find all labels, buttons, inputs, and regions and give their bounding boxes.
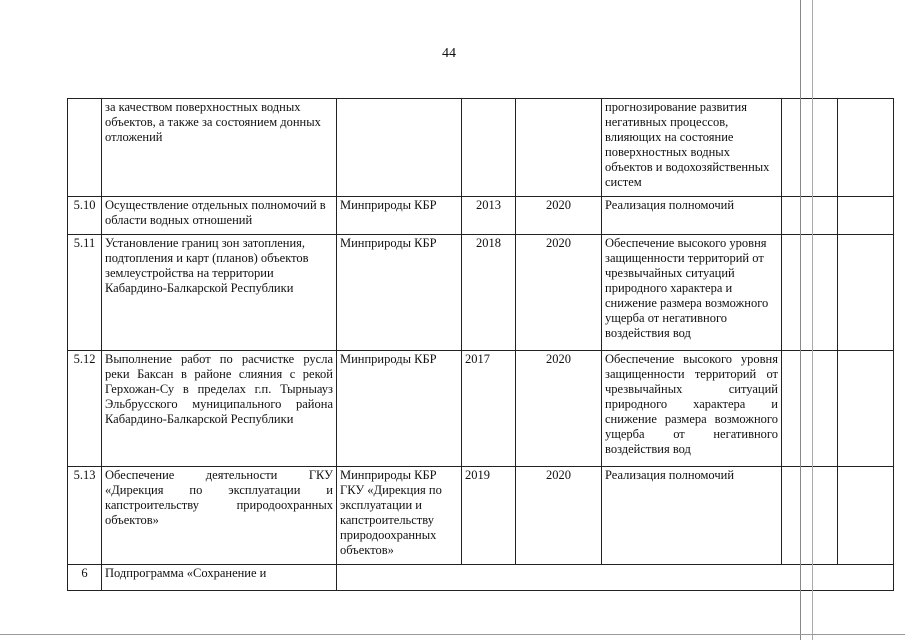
table-row bbox=[68, 351, 894, 467]
empty-cell bbox=[782, 99, 838, 197]
row-number: 5.13 bbox=[68, 467, 102, 565]
empty-cell bbox=[782, 197, 838, 235]
end-year: 2020 bbox=[516, 197, 602, 235]
row-number bbox=[68, 99, 102, 197]
empty-cell bbox=[337, 565, 894, 591]
row-number: 5.12 bbox=[68, 351, 102, 467]
scan-artifact-line bbox=[800, 0, 801, 640]
row-number: 5.11 bbox=[68, 235, 102, 351]
end-year: 2020 bbox=[516, 467, 602, 565]
start-year: 2017 bbox=[462, 351, 516, 467]
empty-cell bbox=[838, 351, 894, 467]
subprogram-title: Подпрограмма «Сохранение и bbox=[102, 565, 337, 591]
empty-cell bbox=[838, 197, 894, 235]
activity-name: за качеством поверхностных водных объектов, а также за состоянием донных отложений bbox=[102, 99, 337, 197]
start-year: 2013 bbox=[462, 197, 516, 235]
empty-cell bbox=[838, 467, 894, 565]
expected-result: Обеспечение высокого уровня защищенности территорий от чрезвычайных ситуаций природного характера и снижение размера возможного ущерба от негативного воздействия вод bbox=[602, 235, 782, 351]
expected-result: Реализация полномочий bbox=[602, 197, 782, 235]
empty-cell bbox=[782, 467, 838, 565]
executor: Минприроды КБР bbox=[337, 235, 462, 351]
empty-cell bbox=[782, 235, 838, 351]
executor bbox=[337, 99, 462, 197]
expected-result: прогнозирование развития негативных процессов, влияющих на состояние поверхностных водных объектов и водохозяйственных систем bbox=[602, 99, 782, 197]
executor: Минприроды КБР ГКУ «Дирекция по эксплуатации и капстроительству природоохранных объектов» bbox=[337, 467, 462, 565]
table-row bbox=[68, 197, 894, 235]
activity-name: Осуществление отдельных полномочий в области водных отношений bbox=[102, 197, 337, 235]
table-row bbox=[68, 99, 894, 197]
start-year bbox=[462, 99, 516, 197]
empty-cell bbox=[838, 235, 894, 351]
end-year: 2020 bbox=[516, 235, 602, 351]
scan-artifact-line bbox=[812, 0, 813, 640]
end-year bbox=[516, 99, 602, 197]
table-row bbox=[68, 467, 894, 565]
start-year: 2018 bbox=[462, 235, 516, 351]
activity-name: Обеспечение деятельности ГКУ «Дирекция по эксплуатации и капстроительству природоохранных объектов» bbox=[102, 467, 337, 565]
expected-result: Обеспечение высокого уровня защищенности территорий от чрезвычайных ситуаций природного характера и снижение размера возможного ущерба от негативного воздействия вод bbox=[602, 351, 782, 467]
empty-cell bbox=[838, 99, 894, 197]
expected-result: Реализация полномочий bbox=[602, 467, 782, 565]
activities-table bbox=[67, 98, 894, 591]
activity-name: Выполнение работ по расчистке русла реки Баксан в районе слияния с рекой Герхожан-Су в пределах г.п. Тырныауз Эльбрусского муниципального района Кабардино-Балкарской Республики bbox=[102, 351, 337, 467]
start-year: 2019 bbox=[462, 467, 516, 565]
subprogram-row bbox=[68, 565, 894, 591]
subprogram-number: 6 bbox=[68, 565, 102, 591]
activity-name: Установление границ зон затопления, подтопления и карт (планов) объектов землеустройства на территории Кабардино-Балкарской Республики bbox=[102, 235, 337, 351]
table-row bbox=[68, 235, 894, 351]
executor: Минприроды КБР bbox=[337, 197, 462, 235]
scan-artifact-line bbox=[0, 634, 905, 635]
page-number: 44 bbox=[442, 46, 456, 61]
end-year: 2020 bbox=[516, 351, 602, 467]
empty-cell bbox=[782, 351, 838, 467]
executor: Минприроды КБР bbox=[337, 351, 462, 467]
row-number: 5.10 bbox=[68, 197, 102, 235]
